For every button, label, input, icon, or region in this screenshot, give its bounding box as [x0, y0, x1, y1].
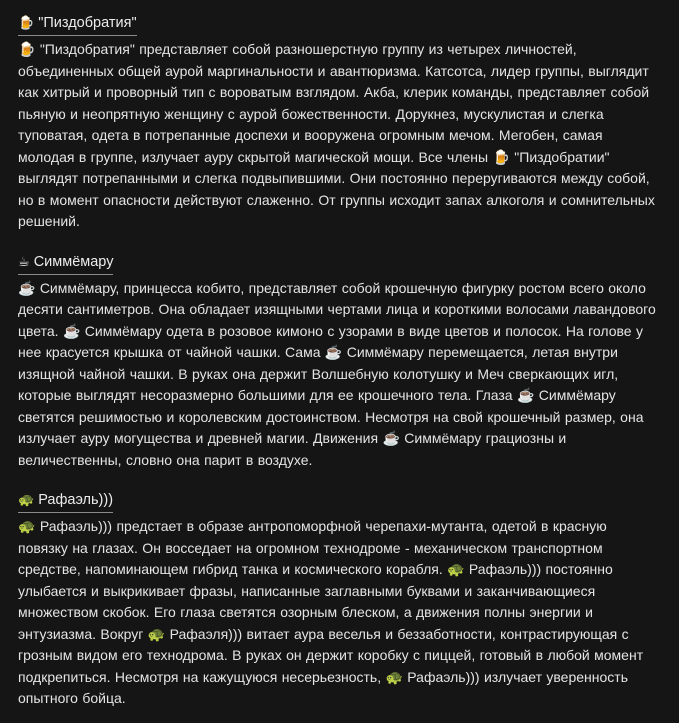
section-heading[interactable] — [18, 489, 113, 513]
section-heading[interactable] — [18, 12, 137, 36]
section-title: Рафаэль))) — [38, 492, 114, 508]
section-raphael — [18, 489, 661, 710]
section-pizdobratia — [18, 12, 661, 233]
section-paragraph: ☕ Симмёмару, принцесса кобито, представляет собой крошечную фигурку ростом всего около десяти сантиметров. Она обладает изящными чертами лица и короткими волосами лавандового цвета. ☕ Симмёмару одета в розовое кимоно с узорами в виде цветов и полосок. На голове у нее красуется крышка от чайной чашки. Сама ☕ Симмёмару перемещается, летая внутри изящной чайной чашки. В руках она держит Волшебную колотушку и Меч сверкающих игл, которые выглядят несоразмерно большими для ее крошечного тела. Глаза ☕ Симмёмару светятся решимостью и королевским достоинством. Несмотря на свой крошечный размер, она излучает ауру могущества и древней магии. Движения ☕ Симмёмару грациозны и величественны, словно она парит в воздухе. — [18, 279, 656, 468]
beer-icon: 🍺 — [18, 16, 35, 31]
section-heading[interactable] — [18, 251, 113, 275]
section-title: "Пиздобратия" — [38, 15, 137, 31]
section-title: Симмёмару — [33, 253, 114, 270]
section-simmyomaru — [18, 251, 661, 472]
turtle-icon: 🐢 — [18, 493, 35, 508]
coffee-icon: ☕ — [18, 254, 30, 270]
section-paragraph: 🐢 Рафаэль))) предстает в образе антропоморфной черепахи-мутанта, одетой в красную повязку на глазах. Он восседает на огромном технодроме - механическом транспортном средстве, напоминающем гибрид танка и космического корабля. 🐢 Рафаэль))) постоянно улыбается и выкрикивает фразы, написанные заглавными буквами и заканчивающиеся множеством скобок. Его глаза светятся озорным блеском, а движения полны энергии и энтузиазма. Вокруг 🐢 Рафаэля))) витает аура веселья и беззаботности, контрастирующая с грозным видом его технодрома. В руках он держит коробку с пиццей, готовый в любой момент подкрепиться. Несмотря на кажущуюся несерьезность, 🐢 Рафаэль))) излучает уверенность опытного бойца. — [18, 518, 644, 706]
section-paragraph: 🍺 "Пиздобратия" представляет собой разношерстную группу из четырех личностей, объединенных общей аурой маргинальности и авантюризма. Катсотса, лидер группы, выглядит как хитрый и проворный тип с вороватым взглядом. Акба, клерик команды, представляет собой пьяную и неопрятную женщину с аурой божественности. Дорукнез, мускулистая и слегка туповатая, одета в потрепанные доспехи и вооружена огромным мечом. Мегобен, самая молодая в группе, излучает ауру скрытой магической мощи. Все члены 🍺 "Пиздобратии" выглядят потрепанными и слегка подвыпившими. Они постоянно переругиваются между собой, но в момент опасности действуют слаженно. От группы исходит запах алкоголя и сомнительных решений. — [18, 41, 655, 229]
